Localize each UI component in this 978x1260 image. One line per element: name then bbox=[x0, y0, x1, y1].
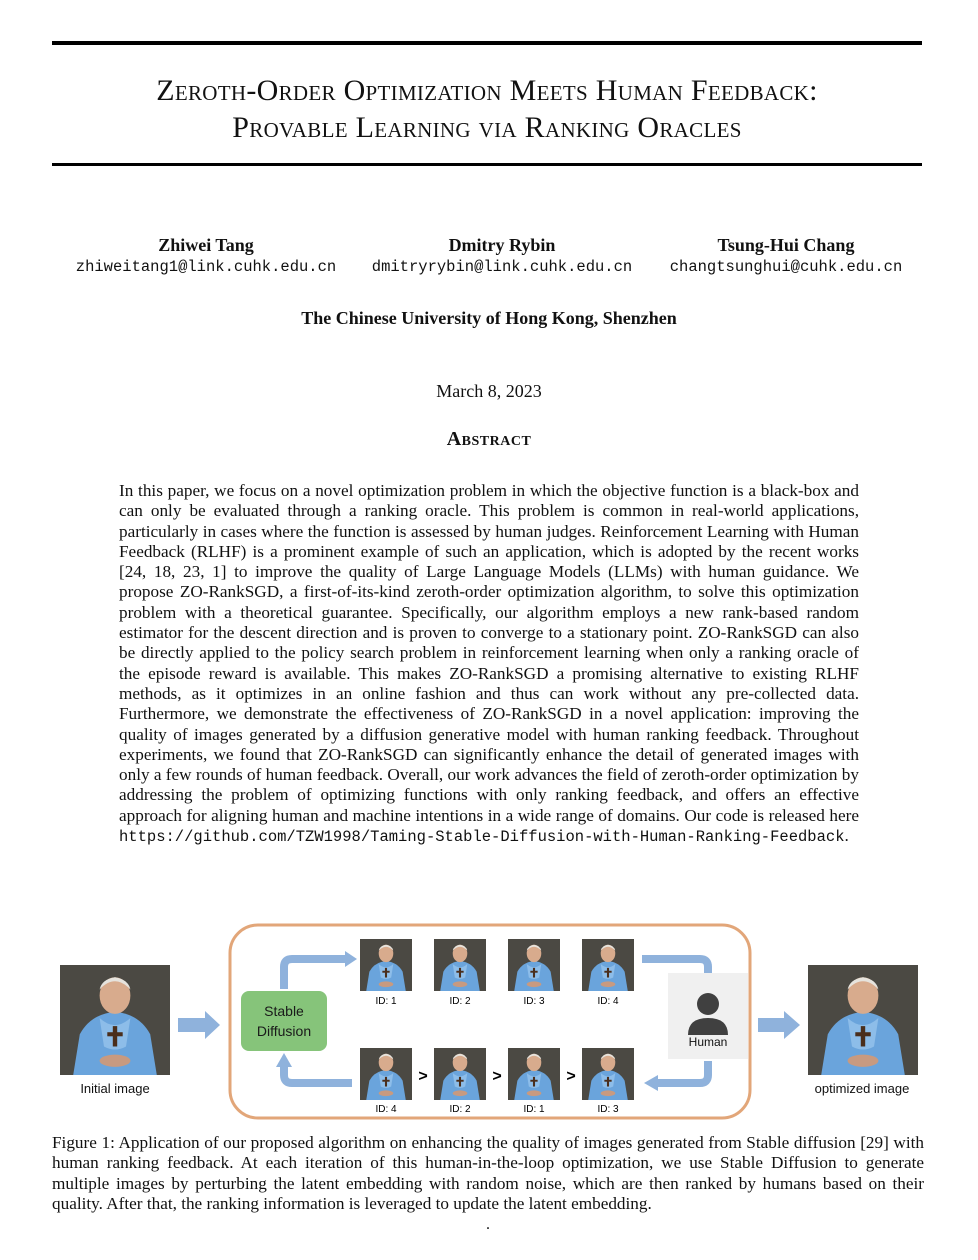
author-3 bbox=[636, 234, 936, 278]
abstract-end: . bbox=[844, 826, 849, 846]
arrow-down-left-icon bbox=[656, 1061, 708, 1083]
bottom-id-2: ID: 2 bbox=[449, 1104, 471, 1115]
arrow-right-icon bbox=[178, 1011, 220, 1039]
top-image-3 bbox=[508, 939, 560, 991]
bottom-image-3 bbox=[508, 1048, 560, 1100]
arrow-right-down-icon bbox=[642, 959, 708, 975]
date: March 8, 2023 bbox=[436, 381, 542, 401]
footer-dot: . bbox=[486, 1216, 490, 1233]
figure-caption: Figure 1: Application of our proposed algorithm on enhancing the quality of images generated from Stable diffusion [29] with human ranking feedback. At each iteration of this human-in-the-loop optimization, we use Stable Diffusion to generate multiple images by perturbing the latent embedding with random noise, which are then ranked by humans based on their quality. After that, the ranking information is leveraged to update the latent embedding. bbox=[52, 1133, 924, 1213]
author-name: Tsung-Hui Chang bbox=[717, 235, 855, 255]
greater-than-3: > bbox=[566, 1068, 576, 1085]
author-email: dmitryrybin@link.cuhk.edu.cn bbox=[371, 258, 633, 276]
greater-than-1: > bbox=[418, 1068, 428, 1085]
person-icon bbox=[697, 993, 719, 1015]
top-image-1 bbox=[360, 939, 412, 991]
bottom-id-1: ID: 4 bbox=[375, 1104, 397, 1115]
paper-title bbox=[52, 72, 922, 146]
bottom-image-4 bbox=[582, 1048, 634, 1100]
sd-label-line1: Stable bbox=[264, 1003, 304, 1019]
initial-image-label: Initial image bbox=[80, 1081, 150, 1096]
optimized-image-label: optimized image bbox=[814, 1081, 910, 1096]
figure-1 bbox=[0, 915, 978, 1130]
sd-label-line2: Diffusion bbox=[256, 1023, 312, 1039]
arrow-left-up-icon bbox=[284, 1065, 352, 1083]
author-name: Dmitry Rybin bbox=[448, 235, 556, 255]
greater-than-2: > bbox=[492, 1068, 502, 1085]
bottom-image-2 bbox=[434, 1048, 486, 1100]
top-id-4: ID: 4 bbox=[597, 996, 619, 1007]
author-2 bbox=[352, 234, 652, 278]
title-bottom-rule bbox=[52, 163, 922, 166]
arrow-right-icon bbox=[758, 1011, 800, 1039]
abstract-body bbox=[119, 481, 859, 847]
bottom-id-4: ID: 3 bbox=[597, 1104, 619, 1115]
abstract-heading: Abstract bbox=[446, 428, 532, 450]
top-image-2 bbox=[434, 939, 486, 991]
top-image-4 bbox=[582, 939, 634, 991]
author-name: Zhiwei Tang bbox=[158, 235, 254, 255]
initial-image bbox=[60, 965, 170, 1075]
author-1 bbox=[56, 234, 356, 278]
author-email: changtsunghui@cuhk.edu.cn bbox=[669, 258, 903, 276]
optimized-image bbox=[808, 965, 918, 1075]
code-link[interactable]: https://github.com/TZW1998/Taming-Stable-Diffusion-with-Human-Ranking-Feedback bbox=[119, 828, 845, 847]
bottom-id-3: ID: 1 bbox=[523, 1104, 545, 1115]
title-line-1: Zeroth-Order Optimization Meets Human Feedback: bbox=[156, 74, 818, 107]
title-line-2: Provable Learning via Ranking Oracles bbox=[232, 111, 742, 144]
top-rule bbox=[52, 41, 922, 45]
top-id-3: ID: 3 bbox=[523, 996, 545, 1007]
author-email: zhiweitang1@link.cuhk.edu.cn bbox=[75, 258, 337, 276]
abstract-text: In this paper, we focus on a novel optimization problem in which the objective function is a black-box and can only be evaluated through a ranking oracle. This problem is common in real-world applications, particularly in cases where the function is assessed by human judges. Reinforcement Learning with Human Feedback (RLHF) is a prominent example of such an application, which is adopted by the recent works [24, 18, 23, 1] to improve the quality of Large Language Models (LLMs) with human guidance. We propose ZO-RankSGD, a first-of-its-kind zeroth-order optimization algorithm, to solve this optimization problem with a theoretical guarantee. Specifically, our algorithm employs a new rank-based random estimator for the descent direction and is proven to converge to a stationary point. ZO-RankSGD can also be directly applied to the policy search problem in reinforcement learning when only a ranking oracle of the episode reward is available. This makes ZO-RankSGD a promising alternative to existing RLHF methods, as it optimizes in an online fashion and thus can work without any pre-collected data. Furthermore, we demonstrate the effectiveness of ZO-RankSGD in a novel application: improving the quality of images generated by a diffusion generative model with human ranking feedback. Throughout experiments, we found that ZO-RankSGD can significantly enhance the detail of generated images with only a few rounds of human feedback. Overall, our work advances the field of zeroth-order optimization by addressing the problem of optimizing functions with only ranking feedback, and offers an effective approach for aligning human and machine intentions in a wide range of domains. Our code is released here bbox=[119, 481, 859, 825]
bottom-image-1 bbox=[360, 1048, 412, 1100]
stable-diffusion-box bbox=[241, 991, 327, 1051]
arrow-up-right-icon bbox=[284, 959, 345, 989]
human-label: Human bbox=[688, 1035, 728, 1049]
affiliation: The Chinese University of Hong Kong, Shenzhen bbox=[301, 308, 677, 328]
top-id-2: ID: 2 bbox=[449, 996, 471, 1007]
top-id-1: ID: 1 bbox=[375, 996, 397, 1007]
figure-diagram bbox=[0, 915, 978, 1130]
